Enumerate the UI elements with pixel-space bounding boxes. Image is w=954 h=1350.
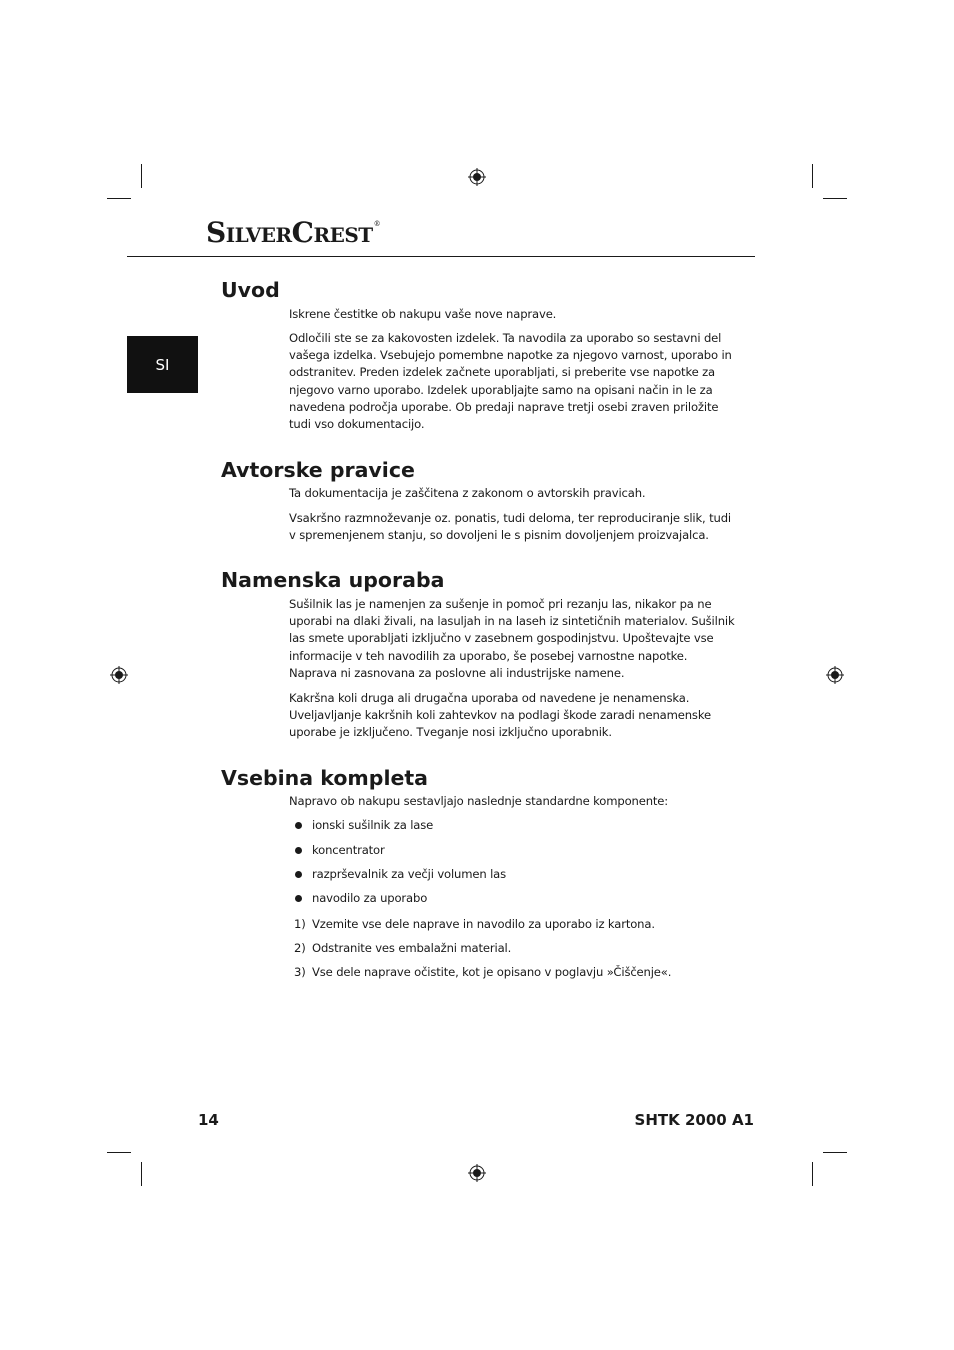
paragraph: Ta dokumentacija je zaščitena z zakonom o avtorskih pravicah. (289, 486, 646, 500)
crop-mark (812, 1162, 813, 1186)
step-number: 3) (294, 965, 306, 979)
language-tab: SI (127, 336, 198, 393)
bullet-icon (295, 822, 302, 829)
crop-mark (107, 198, 131, 199)
step-text: Vzemite vse dele naprave in navodilo za uporabo iz kartona. (312, 917, 655, 931)
crop-mark (823, 1152, 847, 1153)
bullet-icon (295, 847, 302, 854)
section-title-avtorske-pravice: Avtorske pravice (221, 458, 415, 482)
list-item-text: navodilo za uporabo (312, 891, 428, 905)
registration-mark-icon (110, 666, 128, 684)
registration-mark-icon (826, 666, 844, 684)
brand-logo (206, 216, 381, 249)
logo-letter: S (206, 216, 226, 249)
list-item-text: razprševalnik za večji volumen las (312, 867, 507, 881)
bullet-icon (295, 895, 302, 902)
model-number: SHTK 2000 A1 (634, 1111, 754, 1129)
paragraph: Sušilnik las je namenjen za sušenje in pomoč pri rezanju las, nikakor pa ne uporabi na dlaki živali, na lasuljah in na laseh iz sintetičnih materialov. Sušilnik las smete uporabljati izključno v zasebnem gospodinjstvu. Upoštevajte vse informacije v teh navodilih za uporabo, še posebej varnostne napotke. Naprava ni zasnovana za poslovne ali industrijske namene. (289, 597, 735, 680)
logo-letters: REST (313, 223, 373, 247)
crop-mark (823, 198, 847, 199)
step-text: Odstranite ves embalažni material. (312, 941, 512, 955)
page-number: 14 (198, 1111, 219, 1129)
crop-mark (141, 1162, 142, 1186)
registration-mark-icon (468, 1164, 486, 1182)
step-text: Vse dele naprave očistite, kot je opisano v poglavju »Čiščenje«. (312, 965, 672, 979)
paragraph: Vsakršno razmnoževanje oz. ponatis, tudi deloma, ter reproduciranje slik, tudi v spremenjenem stanju, so dovoljeni le s pisnim dovoljenjem proizvajalca. (289, 511, 731, 543)
step-number: 2) (294, 941, 306, 955)
list-item-text: koncentrator (312, 843, 385, 857)
crop-mark (107, 1152, 131, 1153)
logo-letters: ILVER (225, 223, 292, 247)
list-item-text: ionski sušilnik za lase (312, 818, 434, 832)
paragraph: Kakršna koli druga ali drugačna uporaba od navedene je nenamenska. Uveljavljanje kakršnih koli zahtevkov na podlagi škode zaradi nenamenske uporabe je izključeno. Tveganje nosi izključno uporabnik. (289, 691, 711, 740)
registered-mark: ® (373, 220, 381, 228)
crop-mark (141, 164, 142, 188)
section-title-vsebina-kompleta: Vsebina kompleta (221, 766, 429, 790)
step-number: 1) (294, 917, 306, 931)
paragraph: Napravo ob nakupu sestavljajo naslednje standardne komponente: (289, 794, 669, 808)
section-title-uvod: Uvod (221, 278, 280, 302)
registration-mark-icon (468, 168, 486, 186)
paragraph: Iskrene čestitke ob nakupu vaše nove naprave. (289, 307, 557, 321)
logo-letter: C (291, 216, 314, 249)
crop-mark (812, 164, 813, 188)
header-divider (127, 256, 755, 257)
section-title-namenska-uporaba: Namenska uporaba (221, 568, 445, 592)
bullet-icon (295, 871, 302, 878)
paragraph: Odločili ste se za kakovosten izdelek. Ta navodila za uporabo so sestavni del vašega izdelka. Vsebujejo pomembne napotke za njegovo varnost, uporabo in odstranitev. Preden izdelek začnete uporabljati, si preberite vse napotke za njegovo varno uporabo. Izdelek uporabljajte samo na opisani način in le za navedena področja uporabe. Ob predaji naprave tretji osebi zraven priložite tudi vso dokumentacijo. (289, 331, 732, 432)
